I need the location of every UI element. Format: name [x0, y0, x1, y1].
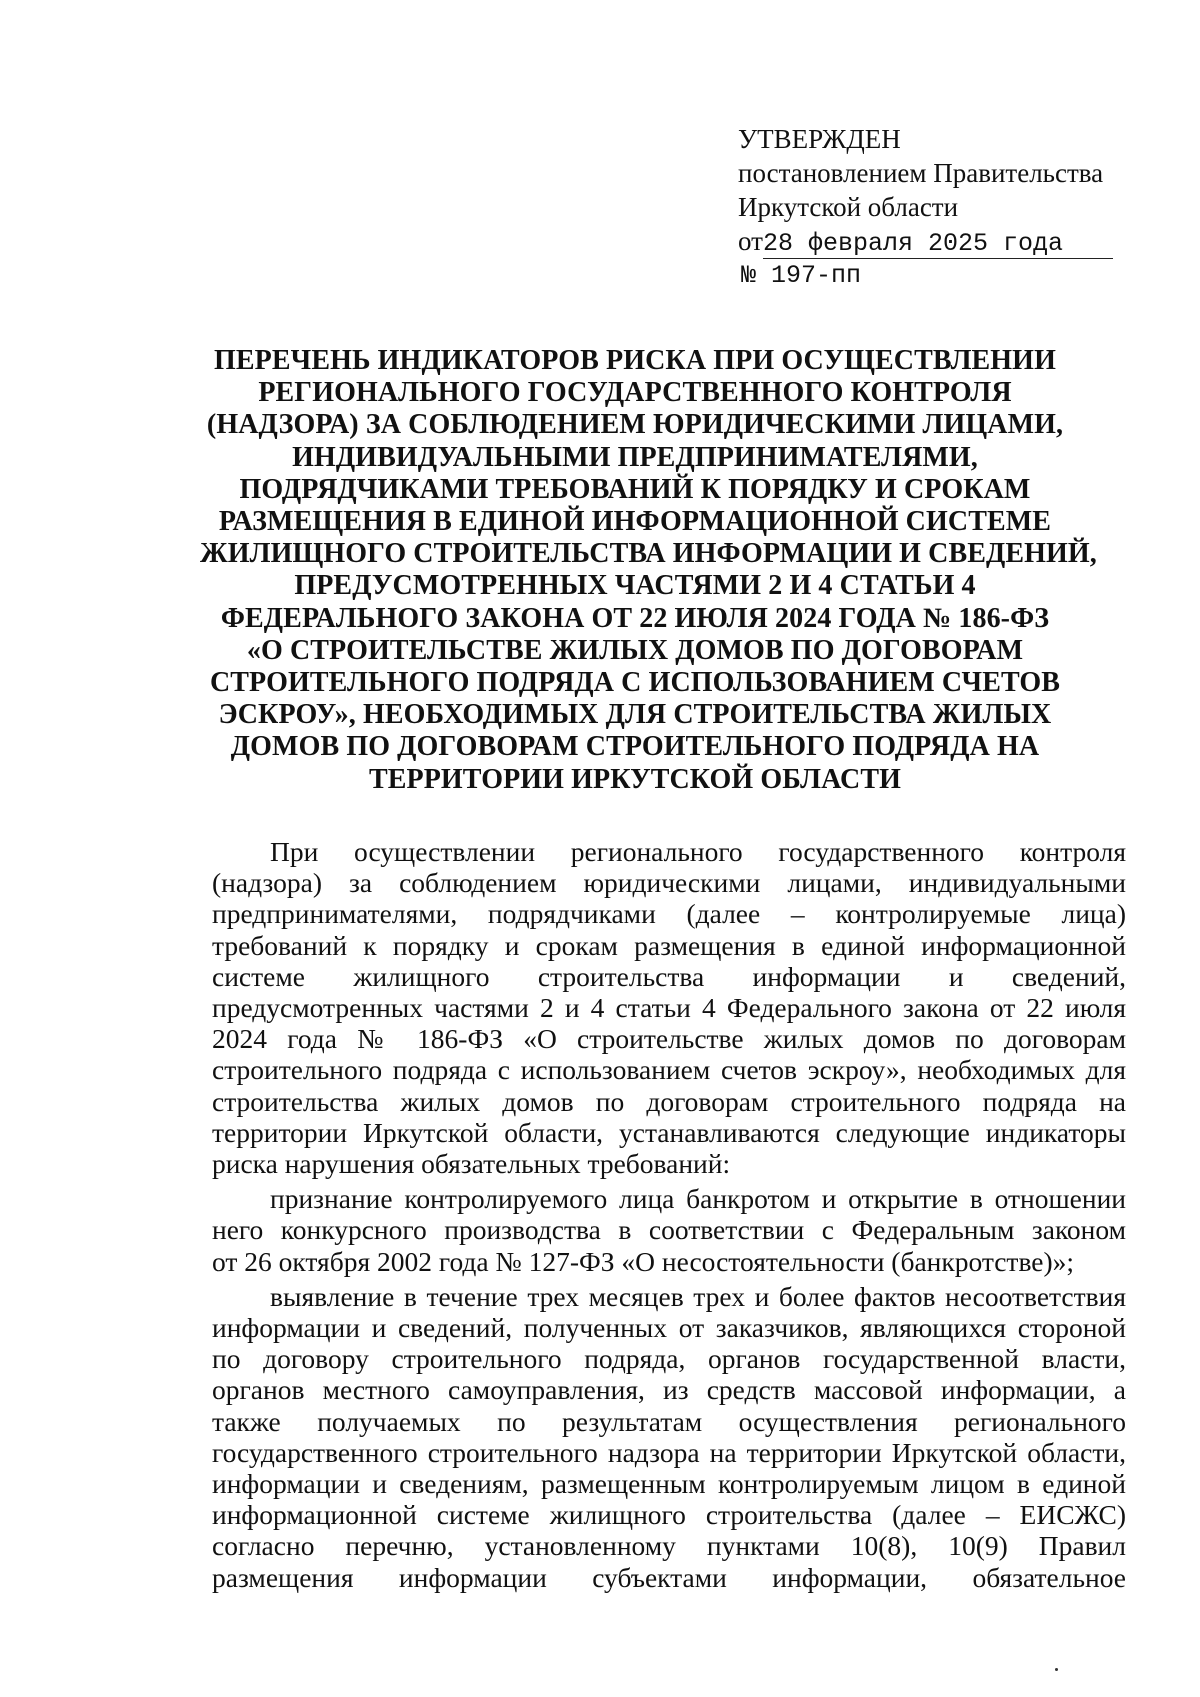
body-line: размещения информации субъектами информации, обязательное	[212, 1561, 1126, 1593]
paragraph-intro	[212, 836, 1126, 1179]
approval-date-line	[738, 224, 1148, 259]
body-line: территории Иркутской области, устанавливаются следующие индикаторы	[212, 1116, 1126, 1148]
body-line: системе жилищного строительства информации и сведений,	[212, 960, 1126, 992]
body-line: информационной системе жилищного строительства (далее – ЕИСЖС)	[212, 1499, 1126, 1531]
body-line: При осуществлении регионального государственного контроля	[270, 836, 1126, 867]
approval-number: № 197-пп	[741, 261, 862, 290]
title-line: ТЕРРИТОРИИ ИРКУТСКОЙ ОБЛАСТИ	[368, 763, 902, 795]
body-line: риска нарушения обязательных требований:	[212, 1148, 731, 1180]
title-line: ИНДИВИДУАЛЬНЫМИ ПРЕДПРИНИМАТЕЛЯМИ,	[292, 441, 978, 473]
body-line: 2024 года № 186-ФЗ «О строительстве жилых домов по договорам	[212, 1023, 1126, 1055]
approval-date: 28 февраля 2025 года	[763, 230, 1113, 259]
body-line: выявление в течение трех месяцев трех и более фактов несоответствия	[270, 1280, 1126, 1312]
body-line: согласно перечню, установленному пунктами 10(8), 10(9) Правил	[212, 1530, 1126, 1562]
title-line: ПОДРЯДЧИКАМИ ТРЕБОВАНИЙ К ПОРЯДКУ И СРОКАМ	[239, 473, 1031, 505]
body-line: него конкурсного производства в соответствии с Федеральным законом	[212, 1214, 1126, 1246]
body-line: признание контролируемого лица банкротом и открытие в отношении	[270, 1183, 1126, 1215]
title-line: ЭСКРОУ», НЕОБХОДИМЫХ ДЛЯ СТРОИТЕЛЬСТВА ЖИЛЫХ	[218, 699, 1052, 731]
approval-region: Иркутской области	[738, 192, 959, 222]
body-line: также получаемых по результатам осуществления регионального	[212, 1405, 1126, 1437]
approval-date-prefix: от	[738, 226, 763, 256]
body-line: государственного строительного надзора на территории Иркутской области,	[212, 1436, 1126, 1468]
title-line: ФЕДЕРАЛЬНОГО ЗАКОНА ОТ 22 ИЮЛЯ 2024 ГОДА № 186-ФЗ	[220, 602, 1050, 634]
body-line: строительства жилых домов по договорам строительного подряда на	[212, 1085, 1126, 1117]
title-line: РЕГИОНАЛЬНОГО ГОСУДАРСТВЕННОГО КОНТРОЛЯ	[258, 377, 1012, 409]
body-line: требований к порядку и срокам размещения в единой информационной	[212, 929, 1126, 961]
body-line: предпринимателями, подрядчиками (далее – контролируемые лица)	[212, 898, 1126, 930]
title-line: (НАДЗОРА) ЗА СОБЛЮДЕНИЕМ ЮРИДИЧЕСКИМИ ЛИЦАМИ,	[206, 409, 1064, 441]
title-line: «О СТРОИТЕЛЬСТВЕ ЖИЛЫХ ДОМОВ ПО ДОГОВОРАМ	[246, 634, 1024, 666]
body-line: по договору строительного подряда, органов государственной власти,	[212, 1343, 1126, 1375]
body-line: информации и сведениям, размещенным контролируемым лицом в единой	[212, 1468, 1126, 1500]
body-line: информации и сведений, полученных от заказчиков, являющихся стороной	[212, 1312, 1126, 1344]
paragraph-indicator-bankruptcy	[212, 1183, 1126, 1277]
approval-heading: УТВЕРЖДЕН	[738, 124, 901, 154]
body-line: органов местного самоуправления, из средств массовой информации, а	[212, 1374, 1126, 1406]
document-body	[212, 836, 1126, 1597]
title-line: РАЗМЕЩЕНИЯ В ЕДИНОЙ ИНФОРМАЦИОННОЙ СИСТЕМЕ	[218, 506, 1052, 538]
title-line: ПЕРЕЧЕНЬ ИНДИКАТОРОВ РИСКА ПРИ ОСУЩЕСТВЛЕНИИ	[214, 345, 1056, 376]
paragraph-indicator-mismatch	[212, 1281, 1126, 1593]
title-line: ПРЕДУСМОТРЕННЫХ ЧАСТЯМИ 2 И 4 СТАТЬИ 4	[294, 570, 976, 602]
title-line: ДОМОВ ПО ДОГОВОРАМ СТРОИТЕЛЬНОГО ПОДРЯДА НА	[230, 731, 1040, 763]
title-line: СТРОИТЕЛЬНОГО ПОДРЯДА С ИСПОЛЬЗОВАНИЕМ СЧЕТОВ	[209, 667, 1061, 699]
body-line: строительного подряда с использованием счетов эскроу», необходимых для	[212, 1054, 1126, 1086]
body-line: (надзора) за соблюдением юридическими лицами, индивидуальными	[212, 867, 1126, 899]
scan-speck	[1055, 1668, 1058, 1671]
document-title	[200, 345, 1097, 796]
approval-stamp	[738, 122, 1148, 293]
body-line: от 26 октября 2002 года № 127-ФЗ «О несостоятельности (банкротстве)»;	[212, 1245, 1075, 1277]
title-line: ЖИЛИЩНОГО СТРОИТЕЛЬСТВА ИНФОРМАЦИИ И СВЕДЕНИЙ,	[200, 538, 1097, 570]
approval-authority: постановлением Правительства	[738, 158, 1104, 188]
body-line: предусмотренных частями 2 и 4 статьи 4 Федерального закона от 22 июля	[212, 992, 1126, 1024]
